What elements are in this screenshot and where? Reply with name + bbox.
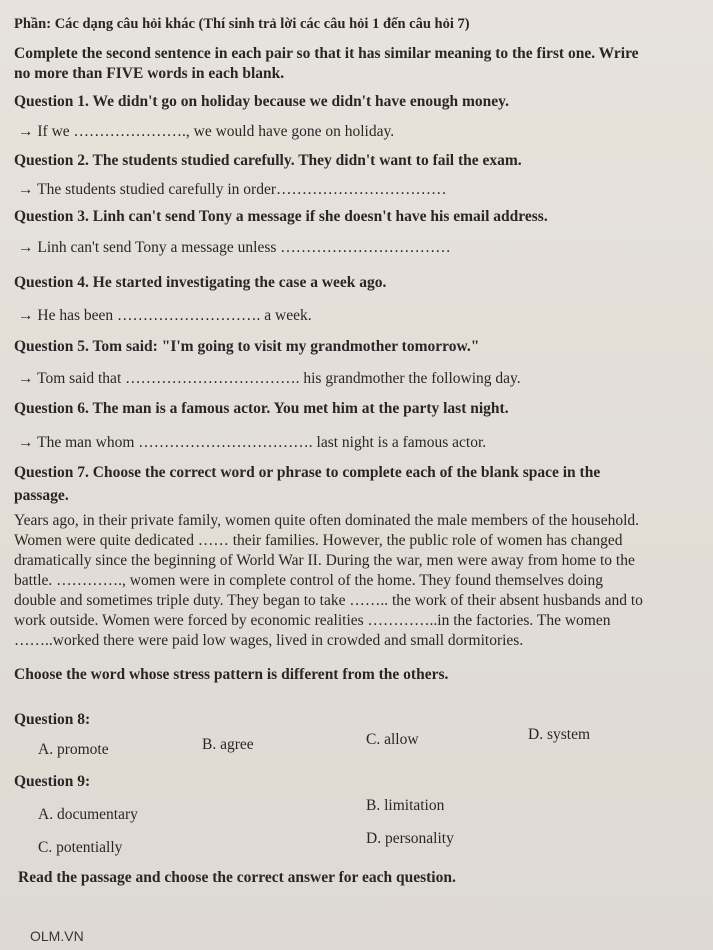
question-8-option-d[interactable]: D. system	[528, 726, 590, 743]
question-9-label: Question 9:	[14, 773, 91, 790]
question-1-text: Question 1. We didn't go on holiday because we didn't have enough money.	[14, 93, 509, 110]
passage-line: dramatically since the beginning of World War II. During the war, men were away from home to the	[14, 552, 635, 569]
question-9-option-c[interactable]: C. potentially	[38, 839, 123, 856]
answer-prefix: → Linh can't send Tony a message unless	[18, 239, 277, 256]
question-2-prompt	[14, 151, 522, 171]
question-7-title-2: passage.	[14, 487, 69, 504]
stress-section-title: Choose the word whose stress pattern is different from the others.	[14, 666, 449, 683]
question-5-text: Question 5. Tom said: "I'm going to visit my grandmother tomorrow."	[14, 338, 480, 355]
question-8-option-b[interactable]: B. agree	[202, 736, 254, 753]
answer-blank[interactable]: …………………………….	[138, 434, 313, 451]
question-5-answer	[18, 369, 521, 389]
question-1-prompt	[14, 92, 509, 112]
answer-suffix: a week.	[264, 307, 312, 324]
passage-line: battle. …………., women were in complete control of the home. They found themselves doing	[14, 572, 604, 589]
question-3-prompt	[14, 207, 548, 227]
footer-logo: OLM.VN	[30, 928, 84, 944]
answer-suffix: last night is a famous actor.	[316, 434, 487, 451]
question-5-prompt	[14, 337, 479, 357]
answer-prefix: → If we	[18, 123, 70, 140]
answer-blank[interactable]: ……………………………	[280, 239, 451, 256]
question-6-answer	[18, 433, 486, 453]
question-3-text: Question 3. Linh can't send Tony a message if she doesn't have his email address.	[14, 208, 548, 225]
question-9-option-b[interactable]: B. limitation	[366, 797, 445, 814]
answer-prefix: → The man whom	[18, 434, 135, 451]
question-2-text: Question 2. The students studied carefully. They didn't want to fail the exam.	[14, 152, 522, 169]
answer-suffix: we would have gone on holiday.	[193, 123, 395, 140]
question-6-prompt	[14, 399, 509, 419]
answer-prefix: → He has been	[18, 307, 114, 324]
question-6-text: Question 6. The man is a famous actor. You met him at the party last night.	[14, 400, 509, 417]
answer-blank[interactable]: …………………………….	[125, 370, 300, 387]
passage-line: Women were quite dedicated …… their families. However, the public role of women has changed	[14, 532, 623, 549]
passage-line: ……..worked there were paid low wages, lived in crowded and small dormitories.	[14, 632, 524, 649]
question-8-option-a[interactable]: A. promote	[38, 741, 109, 758]
answer-prefix: → The students studied carefully in order	[18, 181, 276, 198]
question-4-text: Question 4. He started investigating the case a week ago.	[14, 274, 387, 291]
question-4-answer	[18, 306, 312, 326]
passage-line: double and sometimes triple duty. They began to take …….. the work of their absent husbands and to	[14, 592, 643, 609]
section-header: Phần: Các dạng câu hỏi khác (Thí sinh trả lời các câu hỏi 1 đến câu hỏi 7)	[14, 16, 470, 32]
question-1-answer	[18, 122, 394, 142]
answer-prefix: → Tom said that	[18, 370, 122, 387]
answer-blank[interactable]: ……………………………	[275, 181, 447, 198]
question-2-answer	[18, 180, 446, 200]
question-9-option-d[interactable]: D. personality	[366, 830, 454, 847]
question-8-option-c[interactable]: C. allow	[366, 731, 419, 748]
question-7-title-1: Question 7. Choose the correct word or phrase to complete each of the blank space in the	[14, 464, 601, 481]
question-3-answer	[18, 238, 451, 258]
instruction-line-1: Complete the second sentence in each pair so that it has similar meaning to the first one. Wrire	[14, 45, 639, 62]
reading-section-title: Read the passage and choose the correct answer for each question.	[18, 869, 456, 886]
instruction-line-2: no more than FIVE words in each blank.	[14, 65, 285, 82]
question-9-option-a[interactable]: A. documentary	[38, 806, 138, 823]
question-4-prompt	[14, 273, 386, 293]
answer-blank[interactable]: ………………….,	[73, 123, 190, 140]
passage-line: work outside. Women were forced by economic realities …………..in the factories. The women	[14, 612, 611, 629]
answer-suffix: his grandmother the following day.	[303, 370, 521, 387]
answer-blank[interactable]: ……………………….	[117, 307, 261, 324]
question-8-label: Question 8:	[14, 711, 91, 728]
passage-line: Years ago, in their private family, women quite often dominated the male members of the household.	[14, 512, 640, 529]
